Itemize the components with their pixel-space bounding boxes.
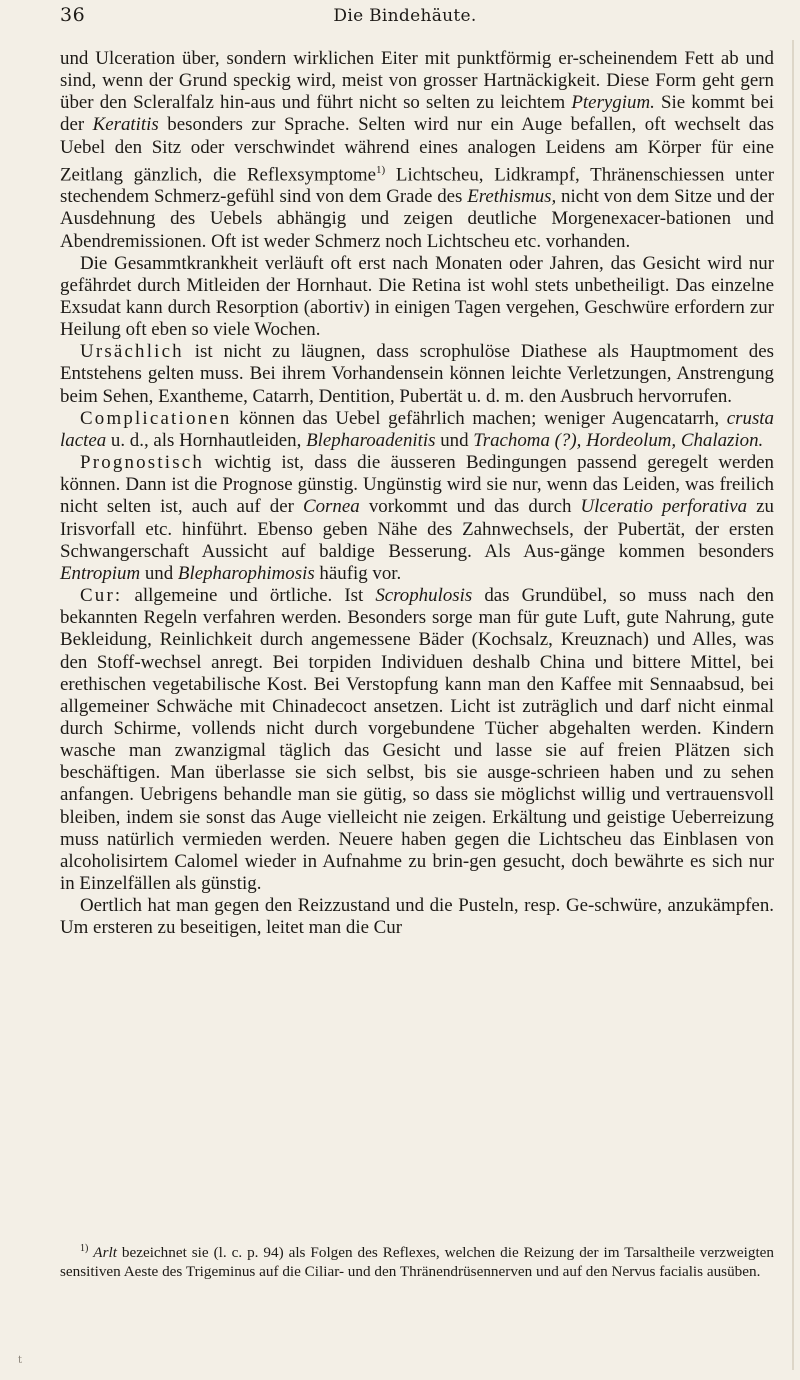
term-trachoma: Trachoma (?), Hordeolum, Chalazion. xyxy=(473,429,764,451)
footnote-area xyxy=(60,1240,774,1281)
paragraph-complications: Complicationen können das Uebel gefährlich machen; weniger Augencatarrh, crusta lactea u. d., als Hornhautleiden, Blepharoadenitis und Trachoma (?), Hordeolum, Chalazion. xyxy=(60,407,774,451)
heading-prognostisch: Prognostisch xyxy=(80,452,205,474)
page-number: 36 xyxy=(60,4,86,26)
running-head xyxy=(60,4,750,34)
margin-mark: t xyxy=(18,1355,23,1366)
term-cornea: Cornea xyxy=(303,496,360,518)
term-blepharophimosis: Blepharophimosis xyxy=(177,562,315,584)
paragraph-prognosis: Prognostisch wichtig ist, dass die äusseren Bedingungen passend geregelt werden können. Dann ist die Prognose günstig. Ungünstig wird sie nur, wenn das Leiden, was freilich nicht selten ist, auch auf der Cornea vorkommt und das durch Ulceratio perforativa zu Irisvorfall etc. hinführt. Ebenso geben Nähe des Zahnwechsels, der Pubertät, der ersten Schwangerschaft Aussicht auf baldige Besserung. Als Aus-gänge kommen besonders Entropium und Blepharophimosis häufig vor. xyxy=(60,452,774,584)
paragraph-ulceration: und Ulceration über, sondern wirklichen Eiter mit punktförmig er-scheinendem Fett ab und sind, wenn der Grund speckig wird, meist von grosser Hartnäckigkeit. Diese Form geht gern über den Scleralfalz hin-aus und führt nicht so selten zu leichtem Pterygium. Sie kommt bei der Keratitis besonders zur Sprache. Selten wird nur ein Auge befallen, oft wechselt das Uebel den Sitz oder verschwindet während eines analogen Leidens am Körper für eine Zeitlang gänzlich, die Reflexsymptome$^{1)}$ Lichtscheu, Lidkrampf, Thränenschiessen unter stechendem Schmerz-gefühl sind von dem Grade des Erethismus, nicht von dem Sitze und der Ausdehnung des Uebels abhängig und zeigen deutliche Morgenexacer-bationen und Abendremissionen. Oft ist weder Schmerz noch Lichtscheu etc. vorhanden. xyxy=(60,48,774,252)
term-keratitis: Keratitis xyxy=(92,114,159,136)
paragraph-local-treatment: Oertlich hat man gegen den Reizzustand und die Pusteln, resp. Ge-schwüre, anzukämpfen. Um ersteren zu beseitigen, leitet man die Cur xyxy=(60,895,774,939)
term-ulceratio-perforativa: Ulceratio perforativa xyxy=(580,496,748,518)
paragraph-cure: Cur: allgemeine und örtliche. Ist Scrophulosis das Grundübel, so muss nach den bekannten Regeln verfahren werden. Besonders sorge man für gute Luft, gute Nahrung, gute Bekleidung, Reinlichkeit durch angemessene Bäder (Kochsalz, Kreuznach) und Alles, was den Stoff-wechsel anregt. Bei torpiden Individuen deshalb China und bittere Mittel, bei erethischen vegetabilische Kost. Bei Verstopfung kann man den Kaffee mit Sennaabsud, bei allgemeiner Schwäche mit Chinadecoct ansetzen. Licht ist zuträglich und darf nicht einmal durch Schirme, vollends nicht durch vorgebundene Tücher abgehalten werden. Kindern wasche man zwanzigmal täglich das Gesicht und lasse sie auf freien Plätzen sich beschäftigen. Man überlasse sie sich selbst, bis sie ausge-schrieen haben und zu sehen anfangen. Uebrigens behandle man sie gütig, so dass sie möglichst willig und vertrauensvoll bleiben, indem sie sonst das Auge vielleicht nie zeigen. Erkältung und geistige Ueberreizung muss natürlich vermieden werden. Neuere haben gegen die Lichtscheu das Einblasen von alcoholisirtem Calomel wieder in Aufnahme zu brin-gen gesucht, doch bewährte es sich nur in Einzelfällen als günstig. xyxy=(60,585,774,895)
term-crusta-lactea: crusta lactea xyxy=(60,407,774,451)
term-pterygium: Pterygium. xyxy=(571,92,655,114)
footnote: $^{1)}$ Arlt bezeichnet sie (l. c. p. 94) als Folgen des Reflexes, welchen die Reizung der im Tarsaltheile verzweigten sensitiven Aeste des Trigeminus auf die Ciliar- und den Thränendrüsennerven und auf den Nervus facialis ausüben. xyxy=(60,1243,775,1280)
footnote-reference: 1) xyxy=(376,163,386,176)
paragraph-causes: Ursächlich ist nicht zu läugnen, dass scrophulöse Diathese als Hauptmoment des Entstehens gelten muss. Bei ihrem Vorhandensein können leichte Verletzungen, Anstrengung beim Sehen, Exantheme, Catarrh, Dentition, Pubertät u. d. m. den Ausbruch hervorrufen. xyxy=(60,341,774,407)
heading-cur: Cur: xyxy=(80,585,123,607)
term-entropium: Entropium xyxy=(60,562,141,584)
paragraph-course: Die Gesammtkrankheit verläuft oft erst nach Monaten oder Jahren, das Gesicht wird nur gefährdet durch Mitleiden der Hornhaut. Die Retina ist wohl stets unbetheiligt. Das einzelne Exsudat kann durch Resorption (abortiv) in einigen Tagen vergehen, Geschwüre erfordern zur Heilung oft eben so viele Wochen. xyxy=(60,252,774,341)
term-blepharoadenitis: Blepharoadenitis xyxy=(306,429,436,451)
term-scrophulosis: Scrophulosis xyxy=(375,585,473,607)
page-edge-shadow xyxy=(792,40,794,1370)
body-text xyxy=(60,48,774,940)
heading-ursaechlich: Ursächlich xyxy=(80,341,184,363)
footnote-author: Arlt xyxy=(93,1244,117,1262)
running-title: Die Bindehäute. xyxy=(333,6,477,26)
footnote-marker: 1) xyxy=(80,1243,89,1254)
term-erethismus: Erethismus, xyxy=(467,186,557,208)
heading-complicationen: Complicationen xyxy=(80,407,232,429)
